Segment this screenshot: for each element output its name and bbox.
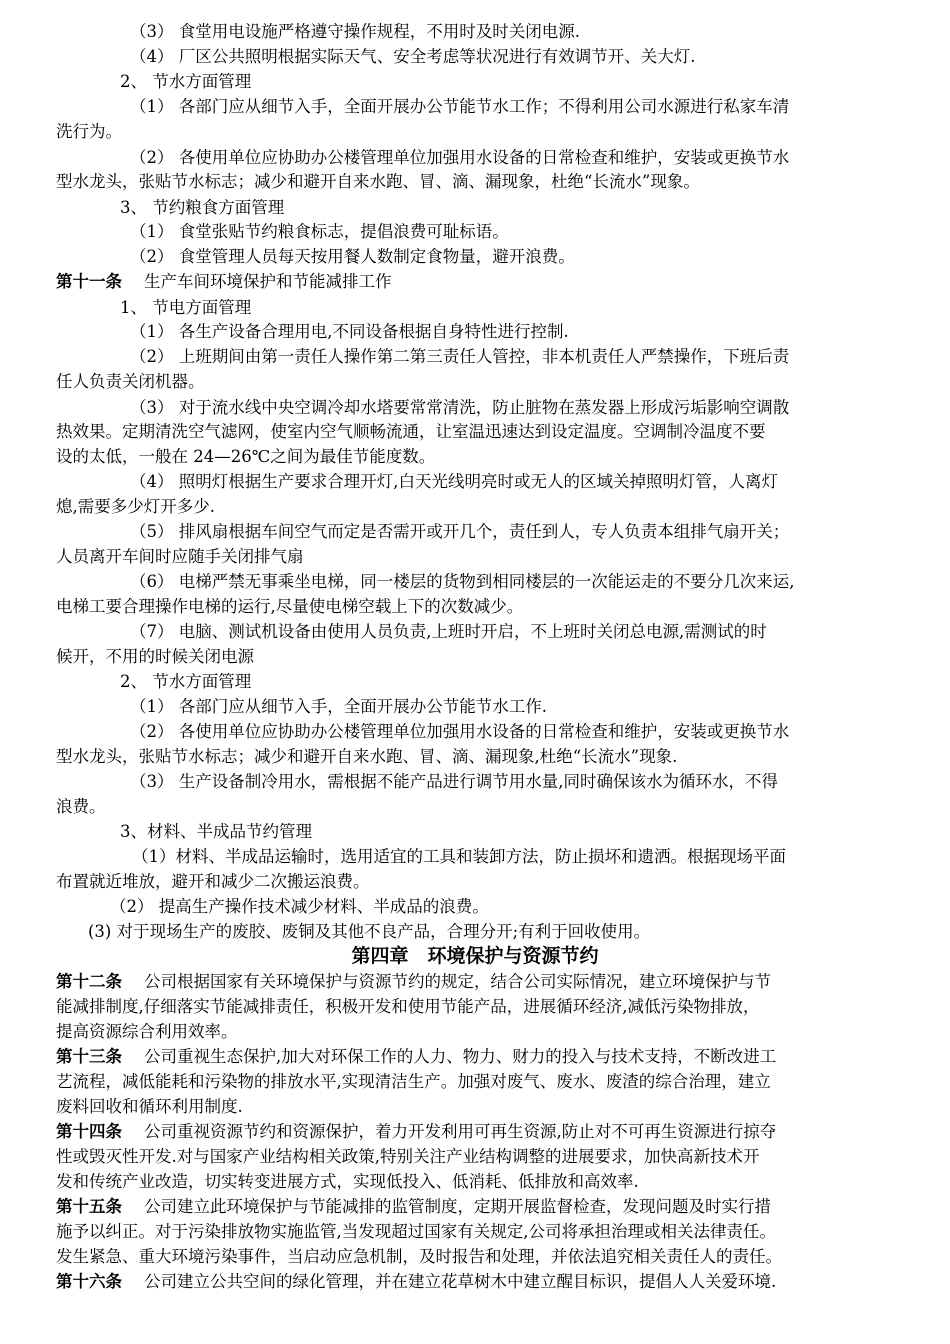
body-line (56, 645, 254, 669)
article-line (56, 270, 392, 294)
body-line (56, 1170, 639, 1194)
body-line (130, 345, 789, 369)
body-line (56, 170, 700, 194)
body-line (120, 670, 251, 694)
body-line (120, 296, 251, 320)
body-line (120, 70, 251, 94)
line-text: （2） 各使用单位应协助办公楼管理单位加强用水设备的日常检查和维护，安装或更换节水 (130, 722, 790, 741)
line-text: （4） 厂区公共照明根据实际天气、安全考虑等状况进行有效调节开、关大灯. (130, 47, 696, 66)
line-text: 型水龙头，张贴节水标志；减少和避开自来水跑、冒、滴、漏现象,杜绝“长流水”现象. (56, 747, 678, 766)
line-text: 提高资源综合利用效率。 (56, 1022, 238, 1041)
line-text: （3） 生产设备制冷用水，需根据不能产品进行调节用水量,同时确保该水为循环水，不得 (130, 772, 778, 791)
body-line (130, 320, 569, 344)
line-text: （3） 食堂用电设施严格遵守操作规程，不用时及时关闭电源. (130, 22, 580, 41)
body-line (110, 895, 489, 919)
line-text: （2） 食堂管理人员每天按用餐人数制定食物量，避开浪费。 (130, 247, 575, 266)
body-line (56, 495, 215, 519)
article-line (56, 1045, 776, 1069)
line-text: （4） 照明灯根据生产要求合理开灯,白天光线明亮时或无人的区域关掉照明灯管，人离灯 (130, 472, 778, 491)
body-line (130, 146, 789, 170)
article-line (56, 1270, 776, 1294)
body-line (56, 995, 760, 1019)
body-line (56, 870, 370, 894)
line-text: 公司重视资源节约和资源保护，着力开发利用可再生资源,防止对不可再生资源进行掠夺 (144, 1122, 777, 1141)
body-line (120, 196, 284, 220)
line-text: 设的太低，一般在 24—26℃之间为最佳节能度数。 (56, 447, 436, 466)
line-text: （3） 对于流水线中央空调冷却水塔要常常清洗，防止脏物在蒸发器上形成污垢影响空调散 (130, 398, 790, 417)
line-text: 发生紧急、重大环境污染事件，当启动应急机制，及时报告和处理，并依法追究相关责任人的责任。 (56, 1247, 782, 1266)
line-text: 生产车间环境保护和节能减排工作 (144, 272, 392, 291)
body-line (120, 820, 312, 844)
line-text: （2） 提高生产操作技术减少材料、半成品的浪费。 (110, 897, 489, 916)
body-line (56, 1245, 782, 1269)
article-number: 第十六条 (56, 1272, 122, 1291)
line-text: （5） 排风扇根据车间空气而定是否需开或开几个，责任到人，专人负责本组排气扇开关； (130, 522, 790, 541)
body-line (130, 245, 575, 269)
line-text: 艺流程，减低能耗和污染物的排放水平,实现清洁生产。加强对废气、废水、废渣的综合治理，建立 (56, 1072, 771, 1091)
line-text: （1） 食堂张贴节约粮食标志，提倡浪费可耻标语。 (130, 222, 509, 241)
body-line (56, 545, 304, 569)
body-line (130, 396, 789, 420)
body-line (88, 920, 650, 944)
article-number: 第十二条 (56, 972, 122, 991)
line-text: 公司建立公共空间的绿化管理，并在建立花草树木中建立醒目标识，提倡人人关爱环境. (144, 1272, 777, 1291)
body-line (130, 95, 789, 119)
article-line (56, 1195, 771, 1219)
line-text: 公司建立此环境保护与节能减排的监管制度，定期开展监督检查，发现问题及时实行措 (144, 1197, 771, 1216)
body-line (130, 620, 767, 644)
line-text: 型水龙头，张贴节水标志；减少和避开自来水跑、冒、滴、漏现象，杜绝“长流水”现象。 (56, 172, 700, 191)
body-line (56, 1070, 771, 1094)
body-line (56, 120, 122, 144)
line-text: （7） 电脑、测试机设备由使用人员负责,上班时开启，不上班时关闭总电源,需测试的时 (130, 622, 767, 641)
line-text: 公司根据国家有关环境保护与资源节约的规定，结合公司实际情况，建立环境保护与节 (144, 972, 771, 991)
line-text: （1） 各部门应从细节入手，全面开展办公节能节水工作. (130, 697, 547, 716)
body-line (56, 595, 523, 619)
line-text: 电梯工要合理操作电梯的运行,尽量使电梯空载上下的次数减少。 (56, 597, 524, 616)
line-text: 2、 节水方面管理 (120, 72, 252, 91)
line-text: 废料回收和循环利用制度. (56, 1097, 243, 1116)
article-number: 第十一条 (56, 272, 122, 291)
line-text: （2） 上班期间由第一责任人操作第二第三责任人管控，非本机责任人严禁操作，下班后责 (130, 347, 790, 366)
line-text: 熄,需要多少灯开多少. (56, 497, 215, 516)
line-text: 布置就近堆放，避开和减少二次搬运浪费。 (56, 872, 370, 891)
body-line (56, 795, 106, 819)
body-line (56, 370, 205, 394)
article-number: 第十四条 (56, 1122, 122, 1141)
body-line (56, 420, 766, 444)
article-number: 第十五条 (56, 1197, 122, 1216)
line-text: 3、材料、半成品节约管理 (120, 822, 312, 841)
line-text: 任人负责关闭机器。 (56, 372, 205, 391)
body-line (132, 845, 786, 869)
article-line (56, 970, 771, 994)
body-line (56, 1020, 238, 1044)
body-line (130, 695, 547, 719)
line-text: 3、 节约粮食方面管理 (120, 198, 285, 217)
line-text: 候开，不用的时候关闭电源 (56, 647, 254, 666)
line-text: 发和传统产业改造，切实转变进展方式，实现低投入、低消耗、低排放和高效率. (56, 1172, 639, 1191)
body-line (130, 720, 789, 744)
line-text: （1） 各生产设备合理用电,不同设备根据自身特性进行控制. (130, 322, 569, 341)
line-text: 施予以纠正。对于污染排放物实施监管,当发现超过国家有关规定,公司将承担治理或相关法律责任。 (56, 1222, 776, 1241)
line-text: 热效果。定期清洗空气滤网，使室内空气顺畅流通，让室温迅速达到设定温度。空调制冷温度不要 (56, 422, 766, 441)
line-text: (3) 对于现场生产的废胶、废铜及其他不良产品，合理分开;有利于回收使用。 (88, 922, 651, 941)
line-text: （1）材料、半成品运输时，选用适宜的工具和装卸方法，防止损坏和遗洒。根据现场平面 (132, 847, 786, 866)
line-text: 1、 节电方面管理 (120, 298, 252, 317)
body-line (56, 745, 677, 769)
body-line (130, 770, 778, 794)
line-text: 公司重视生态保护,加大对环保工作的人力、物力、财力的投入与技术支持，不断改进工 (144, 1047, 777, 1066)
line-text: 浪费。 (56, 797, 106, 816)
line-text: （6） 电梯严禁无事乘坐电梯，同一楼层的货物到相同楼层的一次能运走的不要分几次来运, (130, 572, 795, 591)
chapter-title: 第四章 环境保护与资源节约 (351, 945, 599, 967)
body-line (130, 220, 509, 244)
article-number: 第十三条 (56, 1047, 122, 1066)
body-line (56, 1095, 243, 1119)
line-text: 性或毁灭性开发.对与国家产业结构相关政策,特别关注产业结构调整的进展要求，加快高新技术开 (56, 1147, 760, 1166)
line-text: 人员离开车间时应随手关闭排气扇 (56, 547, 304, 566)
body-line (130, 570, 795, 594)
body-line (130, 520, 789, 544)
body-line (130, 470, 778, 494)
line-text: 2、 节水方面管理 (120, 672, 252, 691)
body-line (130, 45, 696, 69)
line-text: （2） 各使用单位应协助办公楼管理单位加强用水设备的日常检查和维护，安装或更换节水 (130, 148, 790, 167)
body-line (56, 1220, 776, 1244)
article-line (56, 1120, 776, 1144)
body-line (56, 445, 435, 469)
line-text: 洗行为。 (56, 122, 122, 141)
body-line (56, 1145, 760, 1169)
body-line (130, 20, 580, 44)
line-text: （1） 各部门应从细节入手，全面开展办公节能节水工作；不得利用公司水源进行私家车清 (130, 97, 790, 116)
line-text: 能减排制度,仔细落实节能减排责任，积极开发和使用节能产品，进展循环经济,减低污染物排放， (56, 997, 760, 1016)
